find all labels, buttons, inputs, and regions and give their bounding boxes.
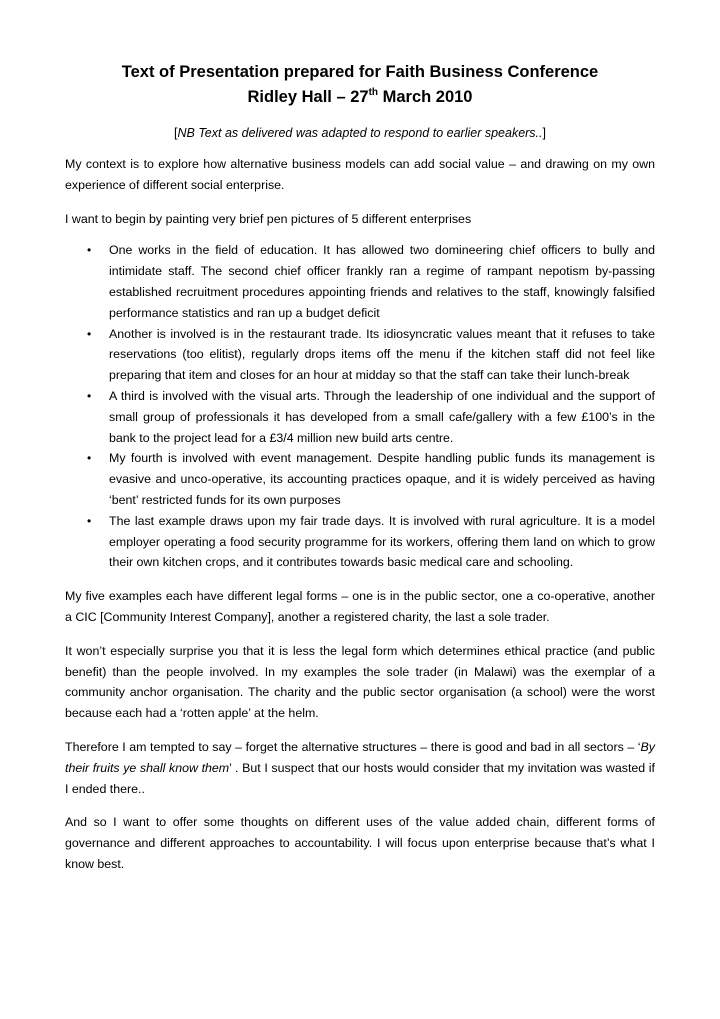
title-ordinal-suffix: th [368,87,379,98]
title-line-2 [248,88,473,106]
paragraph-fruits-suffix: ’ . But I suspect that our hosts would consider that my invitation was wasted if I ended there.. [65,760,655,796]
paragraph-value-chain: And so I want to offer some thoughts on different uses of the value added chain, different forms of governance and different approaches to accountability. I will focus upon enterprise because that’s what I know best. [65,815,655,871]
list-item-event-management [87,448,655,510]
bullet-icon: • [87,513,92,528]
bullet-icon: • [87,388,92,403]
title-line-2-prefix: Ridley Hall – 27 [247,88,369,106]
paragraph-fruits [65,737,655,799]
bullet-icon: • [87,243,92,258]
paragraph-legal-forms: My five examples each have different legal forms – one is in the public sector, one a co-operative, another a CIC [Community Interest Company], another a registered charity, the last a sole trader. [65,589,655,624]
list-item-visual-arts [87,386,655,448]
list-item-restaurant [87,324,655,386]
paragraph-fruits-prefix: Therefore I am tempted to say – forget the alternative structures – there is good and bad in all sectors – ‘ [65,739,641,754]
paragraph-intro-enterprises: I want to begin by painting very brief pen pictures of 5 different enterprises [65,211,472,226]
paragraph-context: My context is to explore how alternative business models can add social value – and drawing on my own experience of different social enterprise. [65,157,655,192]
list-item-fair-trade [87,511,655,573]
document-title [65,60,655,110]
note-open-bracket: [ [174,126,178,140]
bullet-icon: • [87,451,92,466]
bullet-icon: • [87,326,92,341]
quotation-text: By their fruits ye shall know them [65,739,655,775]
list-item-text: The last example draws upon my fair trade days. It is involved with rural agriculture. It is a model employer operating a food security programme for its workers, offering them land on which to grow their own kitchen crops, and it contributes towards basic medical care and schooling. [109,513,655,570]
list-item-text: My fourth is involved with event management. Despite handling public funds its management is evasive and unco-operative, its accounting practices opaque, and it is widely perceived as having ‘bent’ restricted funds for its own purposes [109,451,655,507]
list-item-text: Another is involved is in the restaurant trade. Its idiosyncratic values meant that it refuses to take reservations (too elitist), regularly drops items off the menu if the kitchen staff did not feel like preparing that item and closes for an hour at midday so that the staff can take their lunch-break [109,326,655,383]
title-line-1: Text of Presentation prepared for Faith Business Conference [121,63,599,81]
note-close-bracket: ] [542,126,546,140]
paragraph-ethical-practice: It won’t especially surprise you that it is less the legal form which determines ethical practice (and public benefit) than the people involved. In my examples the sole trader (in Malawi) was the exemplar of a community anchor organisation. The charity and the public sector organisation (a school) were the worst because each had a ‘rotten apple’ at the helm. [65,643,655,721]
list-item-text: One works in the field of education. It has allowed two domineering chief officers to bully and intimidate staff. The second chief officer frankly ran a regime of rampant nepotism by-passing established recruitment procedures appointing friends and relatives to the staff, knowingly falsified performance statistics and ran up a budget deficit [109,243,655,320]
list-item-text: A third is involved with the visual arts. Through the leadership of one individual and the support of small group of professionals it has developed from a small cafe/gallery with a few £100’s in the bank to the project lead for a £3/4 million new build arts centre. [109,388,655,445]
note-text: NB Text as delivered was adapted to respond to earlier speakers.. [177,126,543,140]
editorial-note [65,124,655,142]
title-line-2-suffix: March 2010 [378,88,473,106]
list-item-education [87,240,655,323]
enterprise-list [65,240,655,573]
